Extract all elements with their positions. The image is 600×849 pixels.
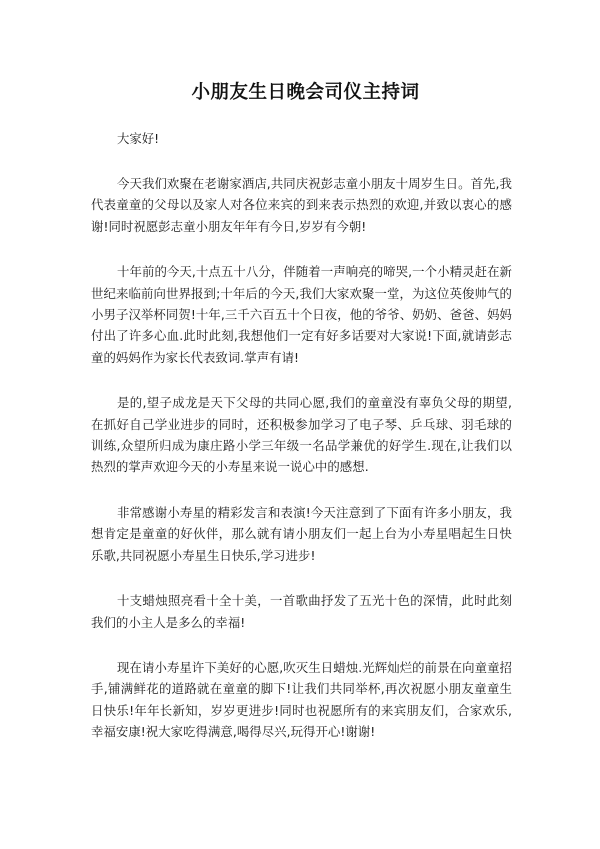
paragraph-1: 今天我们欢聚在老谢家酒店,共同庆祝彭志童小朋友十周岁生日。首先,我代表童童的父母以及家人对各位来宾的到来表示热烈的欢迎,并致以衷心的感谢!同时祝愿彭志童小朋友年年有今日,岁岁有今朝! (91, 176, 512, 234)
paragraph-2: 十年前的今天,十点五十八分，伴随着一声响亮的啼哭,一个小精灵赶在新世纪来临前向世界报到;十年后的今天,我们大家欢聚一堂，为这位英俊帅气的小男子汉举杯同贺!十年,三千六百五十个日夜，他的爷爷、奶奶、爸爸、妈妈付出了许多心血.此时此刻,我想他们一定有好多话要对大家说!下面,就请彭志童的妈妈作为家长代表致词.掌声有请! (91, 264, 512, 365)
document-title: 小朋友生日晚会司仪主持词 (191, 82, 420, 103)
paragraph-6: 现在请小寿星许下美好的心愿,吹灭生日蜡烛.光辉灿烂的前景在向童童招手,铺满鲜花的道路就在童童的脚下!让我们共同举杯,再次祝愿小朋友童童生日快乐!年年长新知，岁岁更进步!同时也祝愿所有的来宾朋友们，合家欢乐,幸福安康!祝大家吃得满意,喝得尽兴,玩得开心!谢谢! (91, 659, 512, 740)
greeting-line: 大家好! (117, 131, 160, 146)
paragraph-5: 十支蜡烛照亮看十全十美，一首歌曲抒发了五光十色的深情，此时此刻我们的小主人是多么的幸福! (91, 593, 512, 630)
paragraph-3: 是的,望子成龙是天下父母的共同心愿,我们的童童没有辜负父母的期望,在抓好自己学业进步的同时，还积极参加学习了电子琴、乒乓球、羽毛球的训练,众望所归成为康庄路小学三年级一名品学兼优的好学生.现在,让我们以热烈的掌声欢迎今天的小寿星来说一说心中的感想. (91, 395, 512, 475)
paragraph-4: 非常感谢小寿星的精彩发言和表演!今天注意到了下面有许多小朋友，我想肯定是童童的好伙伴，那么就有请小朋友们一起上台为小寿星唱起生日快乐歌,共同祝愿小寿星生日快乐,学习进步! (91, 504, 512, 563)
